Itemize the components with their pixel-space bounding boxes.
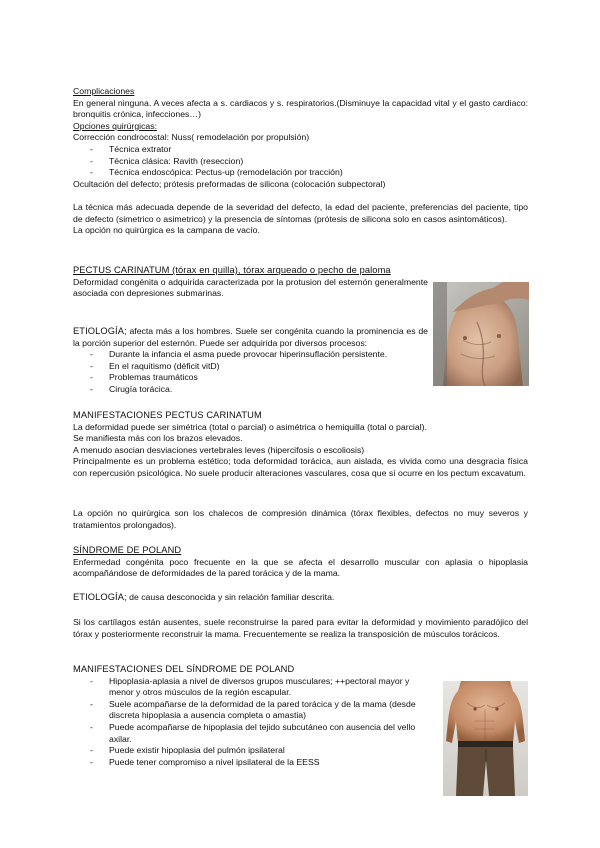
list-item: - Puede existir hipoplasia del pulmón ipsilateral [73, 745, 435, 757]
manifestacion-line: La deformidad puede ser simétrica (total o parcial) o asimétrica o hemiquilla (total o parcial). [73, 421, 427, 432]
correccion-condrocostal: Corrección condrocostal: Nuss( remodelación por propulsión) [73, 132, 310, 143]
carinatum-title: PECTUS CARINATUM (tórax en quilla), tórax arqueado o pecho de paloma [73, 265, 391, 275]
list-item: - En el raquitismo (déficit vitD) [73, 361, 428, 373]
manifestacion-line: A menudo asocian desviaciones vertebrales leves (hipercifosis o escoliosis) [73, 444, 365, 455]
poland-section [73, 545, 528, 580]
list-item: - Hipoplasia-aplasia a nivel de diversos grupos musculares; ++pectoral mayor y menor y otros músculos de la región escapular. [73, 676, 435, 699]
complicaciones-title: Complicaciones [73, 86, 135, 96]
list-item: - Durante la infancia el asma puede provocar hiperinsuflación persistente. [73, 349, 428, 361]
poland-definition: Enfermedad congénita poco frecuente en la que se afecta el desarrollo muscular con aplasia o hipoplasia acompañándose de deformidades de la pared torácica y de la mama. [73, 556, 528, 579]
poland-title: SÍNDROME DE POLAND [73, 545, 182, 555]
list-item: - Problemas traumáticos [73, 372, 428, 384]
poland-cartilagos-section [73, 617, 528, 640]
complicaciones-section [73, 86, 528, 190]
carinatum-etiologia-section [73, 326, 428, 396]
poland-syndrome-photo [443, 681, 528, 796]
carinatum-definition: Deformidad congénita o adquirida caracterizada por la protusion del esternón generalmente asociada con depresiones submarinas. [73, 276, 428, 299]
carinatum-estetico-paragraph: Principalmente es un problema estético; toda deformidad torácica, aun aislada, es vivida como una desgracia física con repercusión psicológica. No suele producir alteraciones vasculares, cosa que sí ocurre en los pectum excavatum. [73, 456, 528, 478]
opciones-title: Opciones quirúrgicas: [73, 120, 158, 131]
poland-manifestaciones-section [73, 664, 435, 768]
manifestacion-line: Se manifiesta más con los brazos elevados. [73, 433, 243, 444]
carinatum-manifestaciones-section [73, 410, 528, 480]
poland-etiologia-section [73, 592, 528, 604]
opciones-list [73, 144, 528, 179]
poland-manifestaciones-title: MANIFESTACIONES DEL SÍNDROME DE POLAND [73, 664, 295, 674]
poland-cartilagos-paragraph: Si los cartílagos están ausentes, suele reconstruirse la pared para evitar la deformidad y movimiento paradójico del tórax y posteriormente reconstruir la mama. Frecuentemente se realiza la transposición de músculos torácicos. [73, 617, 528, 639]
no-quirurgica-campana: La opción no quirúrgica es la campana de vacío. [73, 225, 260, 236]
carinatum-section [73, 265, 428, 300]
list-item: - Puede acompañarse de hipoplasia del tejido subcutáneo con ausencia del vello axilar. [73, 722, 435, 745]
poland-manifestaciones-list [73, 676, 435, 769]
ocultacion-defecto: Ocultación del defecto; prótesis preformadas de silicona (colocación subpectoral) [73, 178, 386, 189]
carinatum-no-quirurgica: La opción no quirúrgica son los chalecos de compresión dinámica (tórax flexibles, defectos no muy severos y tratamientos prolongados). [73, 508, 528, 530]
tecnica-paragraph: La técnica más adecuada depende de la severidad del defecto, la edad del paciente, preferencias del paciente, tipo de defecto (simetrico o asimetrico) y la presencia de síntomas (prótesis de silicona solo en casos asintomáticos). [73, 202, 528, 224]
complicaciones-text: En general ninguna. A veces afecta a s. cardiacos y s. respiratorios.(Disminuye la capacidad vital y el gasto cardiaco: bronquitis crónica, infecciones…) [73, 97, 528, 120]
list-item: - Cirugía torácica. [73, 384, 428, 396]
carinatum-manifestaciones-title: MANIFESTACIONES PECTUS CARINATUM [73, 410, 262, 420]
carinatum-etiologia [73, 326, 428, 349]
list-item: - Técnica extrator [73, 144, 528, 156]
pectus-carinatum-photo [433, 282, 529, 386]
tecnica-section [73, 202, 528, 237]
carinatum-no-quirurgica-section [73, 508, 528, 531]
list-item: - Suele acompañarse de la deformidad de la pared torácica y de la mama (desde discreta hipoplasia a ausencia completa o amastia) [73, 699, 435, 722]
list-item: - Técnica endoscópica: Pectus-up (remodelación por tracción) [73, 167, 528, 179]
etiologia-label: ETIOLOGÍA; [73, 592, 127, 602]
poland-etiologia [73, 592, 528, 604]
etiologia-text: afecta más a los hombres. Suele ser congénita cuando la prominencia es de la porción superior del esternón. Puede ser adquirida por diversos procesos: [73, 326, 428, 348]
list-item: - Puede tener compromiso a nivel ipsilateral de la EESS [73, 757, 435, 769]
list-item: - Técnica clásica: Ravith (reseccion) [73, 156, 528, 168]
carinatum-etiologia-list [73, 349, 428, 395]
etiologia-text: de causa desconocida y sin relación familiar descrita. [126, 592, 335, 602]
etiologia-label: ETIOLOGÍA; [73, 326, 127, 336]
